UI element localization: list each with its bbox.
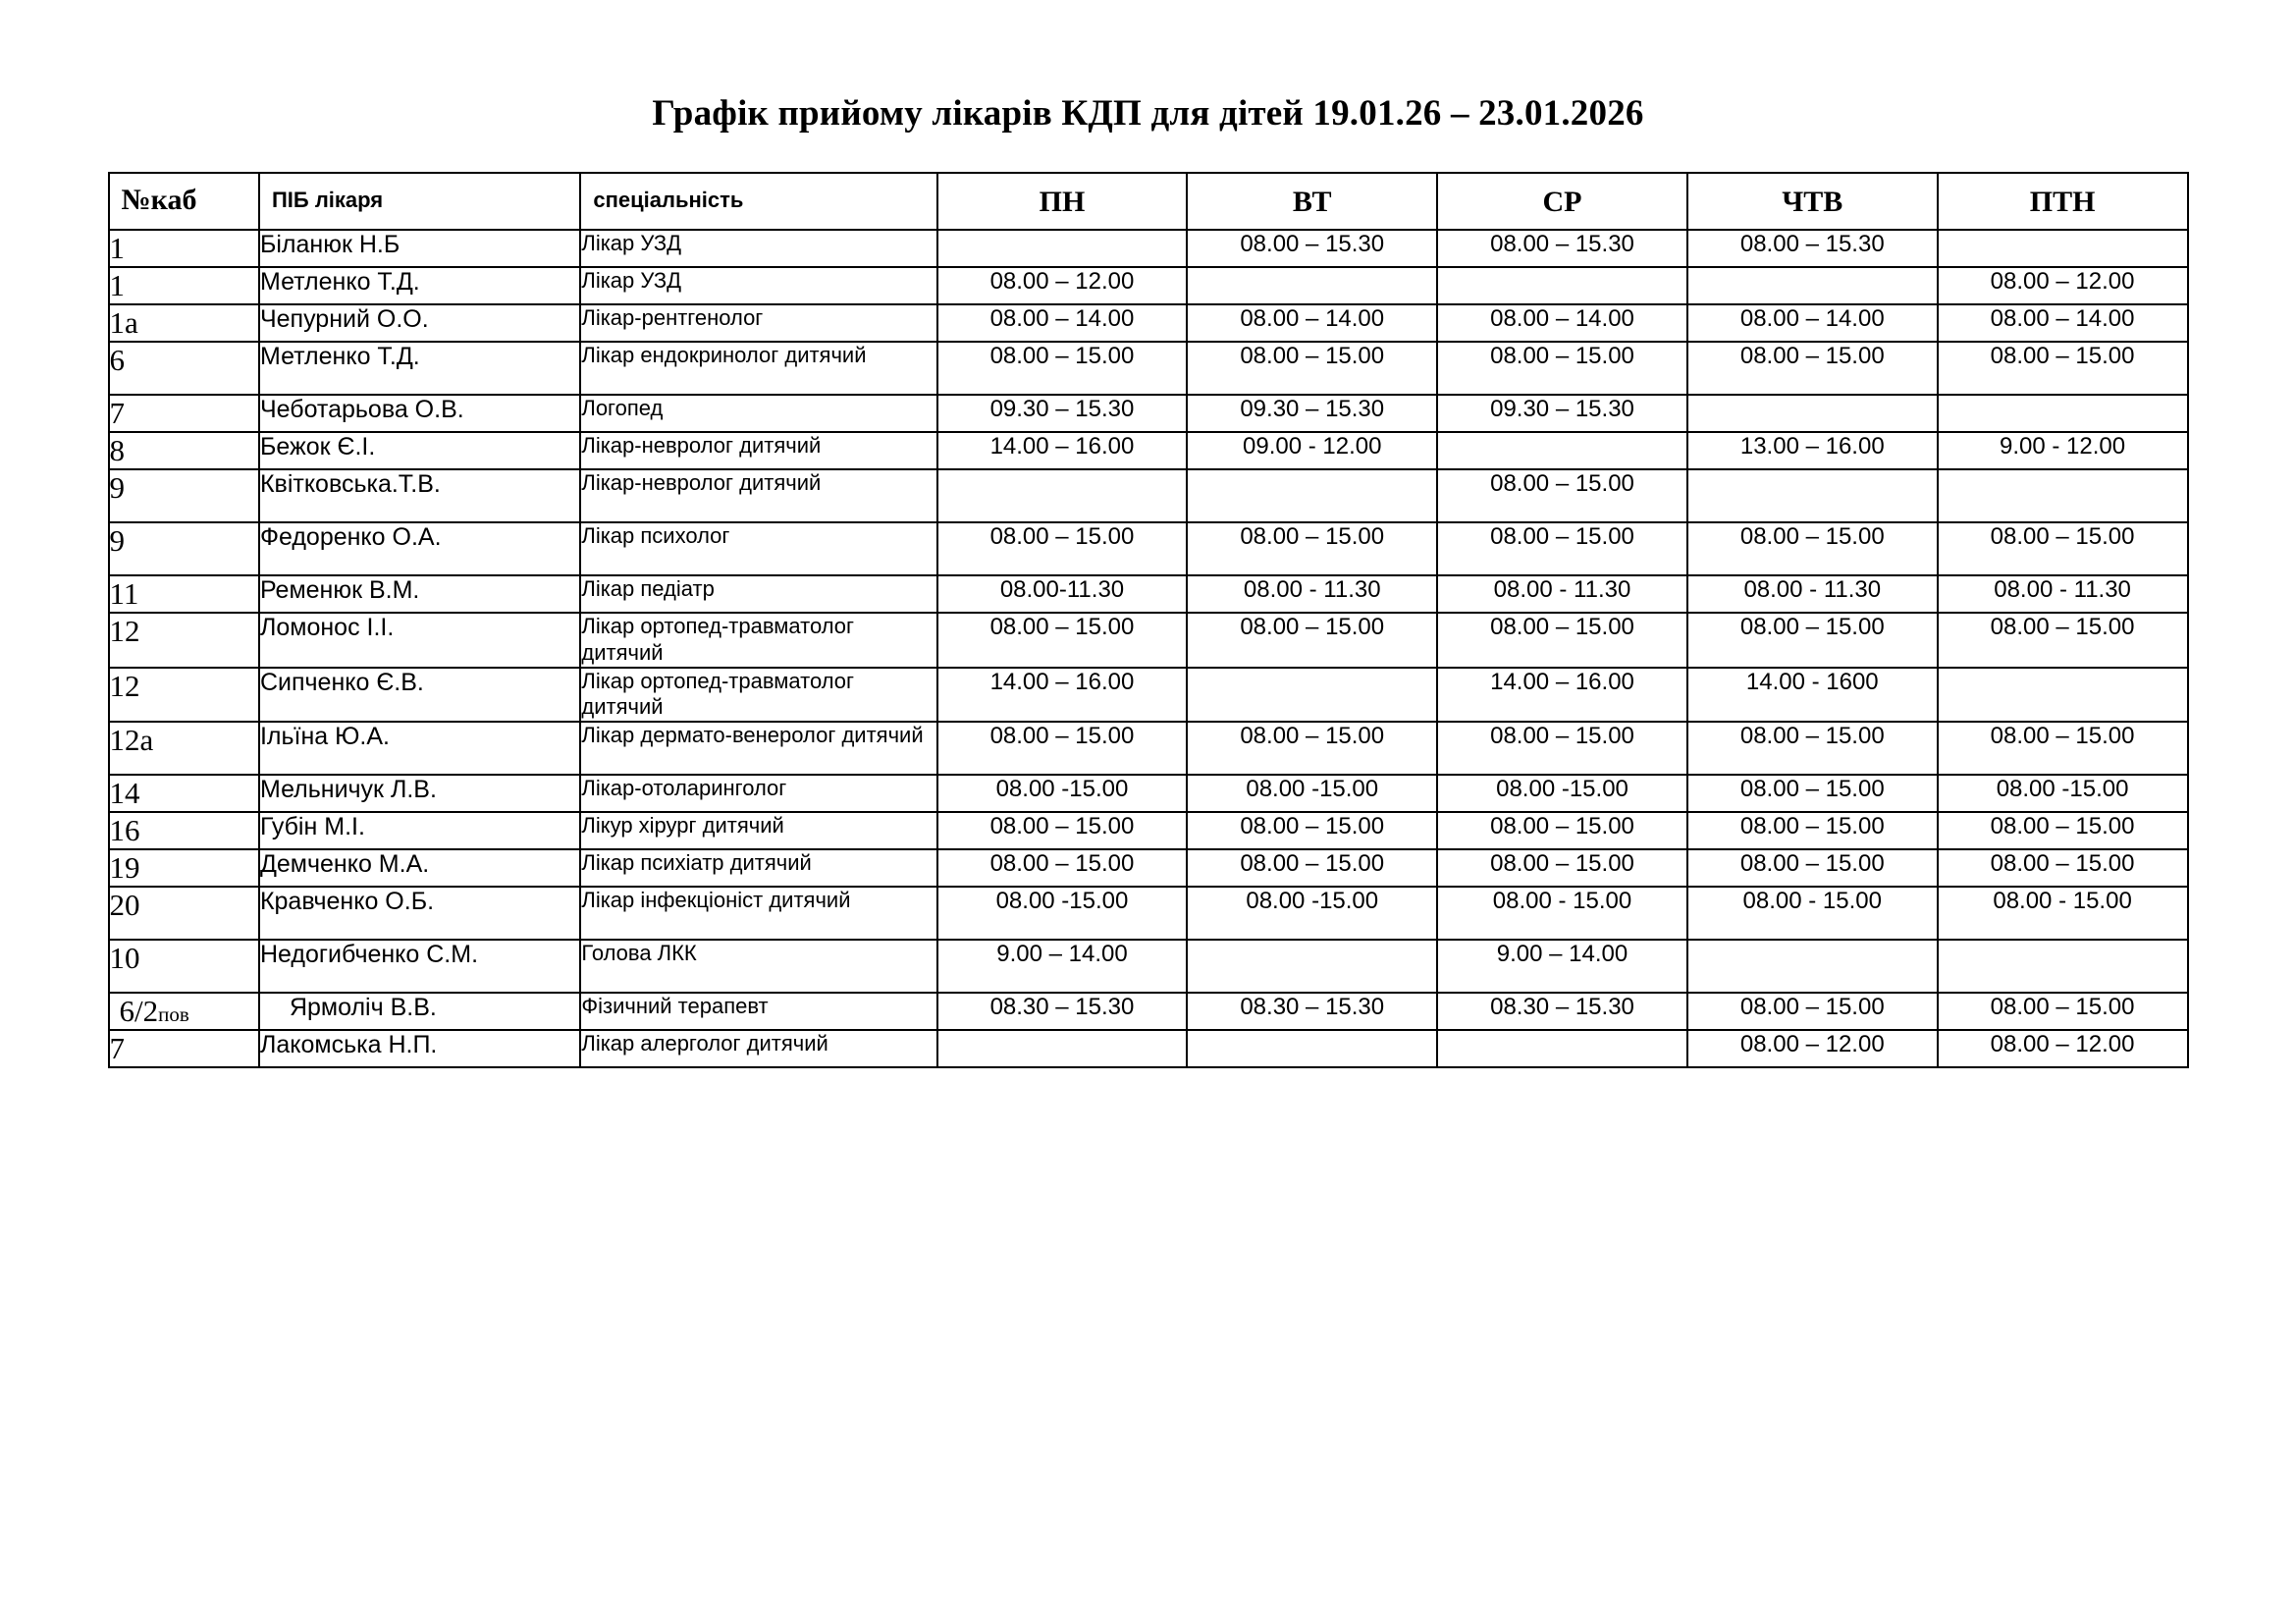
table-header-row: [109, 173, 2188, 230]
cell-cabinet: 10: [109, 940, 259, 993]
cell-wednesday-hours: 08.00 -15.00: [1437, 775, 1687, 812]
cell-doctor-name: Чепурний О.О.: [259, 304, 580, 342]
cell-tuesday-hours: [1187, 668, 1437, 723]
cell-monday-hours: [937, 230, 1188, 267]
cell-monday-hours: 08.00 – 15.00: [937, 522, 1188, 575]
cell-monday-hours: 08.00-11.30: [937, 575, 1188, 613]
cell-monday-hours: 9.00 – 14.00: [937, 940, 1188, 993]
cell-friday-hours: [1938, 668, 2188, 723]
cell-thursday-hours: 08.00 – 12.00: [1687, 1030, 1938, 1067]
cell-specialty: Логопед: [580, 395, 936, 432]
column-header-thursday: ЧТВ: [1687, 173, 1938, 230]
cell-doctor-name: Сипченко Є.В.: [259, 668, 580, 723]
cell-thursday-hours: [1687, 395, 1938, 432]
schedule-table: [108, 172, 2189, 1068]
cell-friday-hours: 08.00 – 15.00: [1938, 613, 2188, 668]
cell-specialty: Лікур хірург дитячий: [580, 812, 936, 849]
cell-tuesday-hours: 08.00 – 15.00: [1187, 342, 1437, 395]
cell-tuesday-hours: 09.30 – 15.30: [1187, 395, 1437, 432]
cell-doctor-name: Недогибченко С.М.: [259, 940, 580, 993]
cell-monday-hours: 09.30 – 15.30: [937, 395, 1188, 432]
cell-wednesday-hours: 08.00 – 15.00: [1437, 613, 1687, 668]
cell-friday-hours: 08.00 - 11.30: [1938, 575, 2188, 613]
table-row: [109, 940, 2188, 993]
cell-specialty: Лікар психіатр дитячий: [580, 849, 936, 887]
table-row: [109, 342, 2188, 395]
cell-cabinet: 16: [109, 812, 259, 849]
cell-wednesday-hours: 08.30 – 15.30: [1437, 993, 1687, 1030]
cell-specialty: Лікар психолог: [580, 522, 936, 575]
cell-doctor-name: Метленко Т.Д.: [259, 342, 580, 395]
cell-cabinet: 12а: [109, 722, 259, 775]
cell-monday-hours: 14.00 – 16.00: [937, 668, 1188, 723]
cell-wednesday-hours: 08.00 – 14.00: [1437, 304, 1687, 342]
cell-specialty: Лікар УЗД: [580, 267, 936, 304]
cell-thursday-hours: 08.00 – 15.00: [1687, 812, 1938, 849]
cell-thursday-hours: 08.00 - 15.00: [1687, 887, 1938, 940]
cell-thursday-hours: [1687, 940, 1938, 993]
cell-wednesday-hours: 9.00 – 14.00: [1437, 940, 1687, 993]
cell-monday-hours: 08.30 – 15.30: [937, 993, 1188, 1030]
cell-friday-hours: [1938, 230, 2188, 267]
cell-doctor-name: Демченко М.А.: [259, 849, 580, 887]
cell-friday-hours: 08.00 – 15.00: [1938, 722, 2188, 775]
cell-cabinet: 12: [109, 668, 259, 723]
cell-monday-hours: 08.00 – 14.00: [937, 304, 1188, 342]
cell-thursday-hours: [1687, 469, 1938, 522]
cell-monday-hours: [937, 469, 1188, 522]
cell-cabinet: 11: [109, 575, 259, 613]
cell-doctor-name: Ломонос І.І.: [259, 613, 580, 668]
table-row: [109, 432, 2188, 469]
column-header-wednesday: СР: [1437, 173, 1687, 230]
cell-tuesday-hours: 08.00 – 15.00: [1187, 722, 1437, 775]
table-row: [109, 395, 2188, 432]
cell-cabinet: 1а: [109, 304, 259, 342]
cell-tuesday-hours: 08.30 – 15.30: [1187, 993, 1437, 1030]
cell-monday-hours: 08.00 – 15.00: [937, 812, 1188, 849]
table-row: [109, 522, 2188, 575]
cell-tuesday-hours: 08.00 – 15.00: [1187, 849, 1437, 887]
cell-monday-hours: 08.00 – 15.00: [937, 342, 1188, 395]
cell-cabinet: 9: [109, 469, 259, 522]
schedule-table-body: [109, 230, 2188, 1067]
cell-doctor-name: Ільїна Ю.А.: [259, 722, 580, 775]
table-row: [109, 722, 2188, 775]
cell-thursday-hours: 08.00 – 15.30: [1687, 230, 1938, 267]
cell-specialty: Лікар дермато-венеролог дитячий: [580, 722, 936, 775]
cell-wednesday-hours: 08.00 - 15.00: [1437, 887, 1687, 940]
cell-friday-hours: 08.00 – 15.00: [1938, 342, 2188, 395]
cell-friday-hours: [1938, 469, 2188, 522]
table-row: [109, 613, 2188, 668]
cell-cabinet: 20: [109, 887, 259, 940]
cell-doctor-name: Лакомська Н.П.: [259, 1030, 580, 1067]
cell-friday-hours: 08.00 -15.00: [1938, 775, 2188, 812]
cell-thursday-hours: 08.00 – 15.00: [1687, 849, 1938, 887]
cell-doctor-name: Мельничук Л.В.: [259, 775, 580, 812]
cell-tuesday-hours: 08.00 – 15.00: [1187, 613, 1437, 668]
cell-doctor-name: Федоренко О.А.: [259, 522, 580, 575]
cell-cabinet: 6/2пов: [109, 993, 259, 1030]
cell-monday-hours: 08.00 – 15.00: [937, 849, 1188, 887]
cell-wednesday-hours: 08.00 - 11.30: [1437, 575, 1687, 613]
schedule-table-container: [108, 135, 2189, 1068]
table-row: [109, 1030, 2188, 1067]
cell-thursday-hours: 14.00 - 1600: [1687, 668, 1938, 723]
table-row: [109, 230, 2188, 267]
cell-wednesday-hours: 08.00 – 15.00: [1437, 469, 1687, 522]
cell-wednesday-hours: 08.00 – 15.00: [1437, 342, 1687, 395]
cell-wednesday-hours: 08.00 – 15.00: [1437, 722, 1687, 775]
cell-doctor-name: Чеботарьова О.В.: [259, 395, 580, 432]
table-row: [109, 775, 2188, 812]
cell-doctor-name: Бежок Є.І.: [259, 432, 580, 469]
cell-tuesday-hours: 08.00 -15.00: [1187, 775, 1437, 812]
cell-specialty: Фізичний терапевт: [580, 993, 936, 1030]
cell-cabinet: 1: [109, 267, 259, 304]
cell-monday-hours: 08.00 – 15.00: [937, 722, 1188, 775]
cell-monday-hours: 08.00 -15.00: [937, 775, 1188, 812]
cell-doctor-name: Губін М.І.: [259, 812, 580, 849]
cell-specialty: Голова ЛКК: [580, 940, 936, 993]
cell-thursday-hours: 08.00 – 15.00: [1687, 522, 1938, 575]
table-row: [109, 812, 2188, 849]
cell-wednesday-hours: [1437, 432, 1687, 469]
cell-specialty: Лікар-невролог дитячий: [580, 432, 936, 469]
cell-friday-hours: [1938, 395, 2188, 432]
cell-cabinet: 14: [109, 775, 259, 812]
cell-thursday-hours: 13.00 – 16.00: [1687, 432, 1938, 469]
cell-tuesday-hours: 08.00 – 15.30: [1187, 230, 1437, 267]
cell-cabinet: 7: [109, 395, 259, 432]
cell-monday-hours: 08.00 – 12.00: [937, 267, 1188, 304]
cell-wednesday-hours: 08.00 – 15.00: [1437, 849, 1687, 887]
column-header-cabinet: №каб: [109, 173, 259, 230]
cell-wednesday-hours: 08.00 – 15.30: [1437, 230, 1687, 267]
cell-cabinet: 8: [109, 432, 259, 469]
table-row: [109, 668, 2188, 723]
cell-thursday-hours: [1687, 267, 1938, 304]
cell-wednesday-hours: [1437, 1030, 1687, 1067]
cell-friday-hours: 08.00 – 12.00: [1938, 1030, 2188, 1067]
table-row: [109, 575, 2188, 613]
column-header-specialty: спеціальність: [580, 173, 936, 230]
cell-cabinet: 9: [109, 522, 259, 575]
cell-friday-hours: 08.00 – 15.00: [1938, 812, 2188, 849]
cell-tuesday-hours: [1187, 940, 1437, 993]
table-row: [109, 993, 2188, 1030]
cell-doctor-name: Квітковська.Т.В.: [259, 469, 580, 522]
cell-friday-hours: 08.00 – 14.00: [1938, 304, 2188, 342]
cell-doctor-name: Ярмоліч В.В.: [259, 993, 580, 1030]
cell-cabinet: 12: [109, 613, 259, 668]
cell-monday-hours: 08.00 – 15.00: [937, 613, 1188, 668]
cell-doctor-name: Кравченко О.Б.: [259, 887, 580, 940]
cell-monday-hours: 08.00 -15.00: [937, 887, 1188, 940]
cell-friday-hours: 08.00 – 15.00: [1938, 522, 2188, 575]
cell-doctor-name: Біланюк Н.Б: [259, 230, 580, 267]
cell-friday-hours: 08.00 - 15.00: [1938, 887, 2188, 940]
cell-specialty: Лікар ортопед-травматолог дитячий: [580, 613, 936, 668]
cell-tuesday-hours: 08.00 - 11.30: [1187, 575, 1437, 613]
cell-tuesday-hours: [1187, 469, 1437, 522]
cell-specialty: Лікар алерголог дитячий: [580, 1030, 936, 1067]
cell-cabinet: 6: [109, 342, 259, 395]
cell-thursday-hours: 08.00 – 15.00: [1687, 993, 1938, 1030]
cell-tuesday-hours: 08.00 – 14.00: [1187, 304, 1437, 342]
cell-wednesday-hours: 08.00 – 15.00: [1437, 812, 1687, 849]
cell-wednesday-hours: 14.00 – 16.00: [1437, 668, 1687, 723]
column-header-friday: ПТН: [1938, 173, 2188, 230]
cell-thursday-hours: 08.00 - 11.30: [1687, 575, 1938, 613]
cell-wednesday-hours: 08.00 – 15.00: [1437, 522, 1687, 575]
cell-tuesday-hours: [1187, 267, 1437, 304]
cell-specialty: Лікар педіатр: [580, 575, 936, 613]
cell-cabinet: 19: [109, 849, 259, 887]
cell-wednesday-hours: [1437, 267, 1687, 304]
cell-specialty: Лікар-рентгенолог: [580, 304, 936, 342]
cell-friday-hours: 08.00 – 12.00: [1938, 267, 2188, 304]
cell-specialty: Лікар ендокринолог дитячий: [580, 342, 936, 395]
cell-specialty: Лікар УЗД: [580, 230, 936, 267]
cell-thursday-hours: 08.00 – 15.00: [1687, 342, 1938, 395]
cell-friday-hours: 9.00 - 12.00: [1938, 432, 2188, 469]
table-row: [109, 469, 2188, 522]
cell-cabinet: 7: [109, 1030, 259, 1067]
cell-tuesday-hours: 09.00 - 12.00: [1187, 432, 1437, 469]
table-row: [109, 267, 2188, 304]
cell-tuesday-hours: 08.00 -15.00: [1187, 887, 1437, 940]
cell-specialty: Лікар ортопед-травматолог дитячий: [580, 668, 936, 723]
column-header-tuesday: ВТ: [1187, 173, 1437, 230]
cell-doctor-name: Метленко Т.Д.: [259, 267, 580, 304]
cell-tuesday-hours: 08.00 – 15.00: [1187, 812, 1437, 849]
column-header-doctor-name: ПІБ лікаря: [259, 173, 580, 230]
cell-tuesday-hours: 08.00 – 15.00: [1187, 522, 1437, 575]
cell-specialty: Лікар інфекціоніст дитячий: [580, 887, 936, 940]
cell-monday-hours: [937, 1030, 1188, 1067]
cell-friday-hours: [1938, 940, 2188, 993]
cell-specialty: Лікар-отоларинголог: [580, 775, 936, 812]
cell-specialty: Лікар-невролог дитячий: [580, 469, 936, 522]
cell-friday-hours: 08.00 – 15.00: [1938, 849, 2188, 887]
cell-tuesday-hours: [1187, 1030, 1437, 1067]
cell-thursday-hours: 08.00 – 15.00: [1687, 775, 1938, 812]
cell-thursday-hours: 08.00 – 15.00: [1687, 722, 1938, 775]
cell-cabinet: 1: [109, 230, 259, 267]
page-title: Графік прийому лікарів КДП для дітей 19.01.26 – 23.01.2026: [652, 93, 1644, 134]
cell-friday-hours: 08.00 – 15.00: [1938, 993, 2188, 1030]
table-row: [109, 849, 2188, 887]
cell-monday-hours: 14.00 – 16.00: [937, 432, 1188, 469]
table-row: [109, 304, 2188, 342]
table-row: [109, 887, 2188, 940]
column-header-monday: ПН: [937, 173, 1188, 230]
cell-wednesday-hours: 09.30 – 15.30: [1437, 395, 1687, 432]
cell-thursday-hours: 08.00 – 14.00: [1687, 304, 1938, 342]
cell-doctor-name: Ременюк В.М.: [259, 575, 580, 613]
cell-thursday-hours: 08.00 – 15.00: [1687, 613, 1938, 668]
